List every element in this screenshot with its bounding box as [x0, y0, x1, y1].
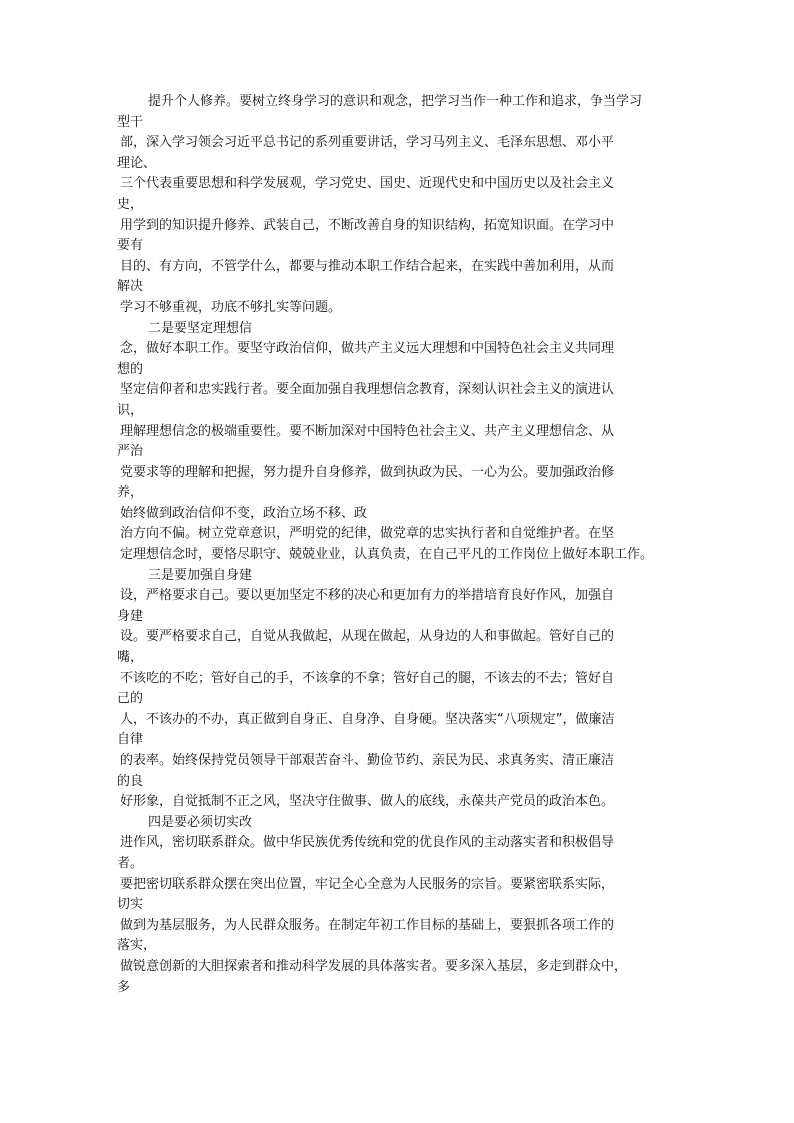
text-line: [117, 875, 690, 916]
line-text: 定理想信念时，要恪尽职守、兢兢业业，认真负责，在自己平凡的工作岗位上做好本职工作。: [120, 547, 654, 563]
text-line: [117, 710, 690, 751]
line-text: 设，严格要求自己。要以更加坚定不移的决心和更加有力的举措培育良好作风，加强自: [120, 588, 615, 604]
text-line: [120, 504, 690, 525]
line-text: 坚定信仰者和忠实践行者。要全面加强自我理想信念教育，深刻认识社会主义的演进认: [120, 382, 615, 398]
line-text: 二是要坚定理想信: [148, 320, 253, 336]
line-text: 四是要必须切实改: [148, 814, 253, 830]
line-text: 目的、有方向，不管学什么，都要与推动本职工作结合起来，在实践中善加利用，从而: [120, 258, 615, 274]
line-wrap-text: 型干: [117, 114, 144, 130]
line-wrap-text: 养，: [117, 485, 144, 501]
text-line: [117, 174, 690, 215]
line-wrap-text: 解决: [117, 279, 144, 295]
text-line: [120, 792, 690, 813]
line-text: 不该吃的不吃；管好自己的手，不该拿的不拿；管好自己的腿，不该去的不去；管好自: [120, 670, 615, 686]
text-line: [117, 463, 690, 504]
text-line: [117, 627, 690, 668]
text-line: [117, 669, 690, 710]
line-wrap-text: 己的: [117, 691, 144, 707]
line-wrap-text: 自律: [117, 732, 144, 748]
line-text: 提升个人修养。要树立终身学习的意识和观念，把学习当作一种工作和追求，争当学习: [148, 94, 643, 109]
line-wrap-text: 多: [117, 979, 131, 995]
line-wrap-text: 的良: [117, 773, 144, 789]
line-wrap-text: 切实: [117, 897, 144, 913]
line-text: 始终做到政治信仰不变，政治立场不移、政: [120, 505, 368, 521]
line-wrap-text: 要有: [117, 238, 144, 254]
line-text: 党要求等的理解和把握，努力提升自身修养，做到执政为民、一心为公。要加强政治修: [120, 464, 615, 480]
line-text: 进作风，密切联系群众。做中华民族优秀传统和党的优良作风的主动落实者和积极倡导: [120, 835, 615, 851]
line-wrap-text: 身建: [117, 608, 144, 624]
text-line: [148, 566, 718, 587]
line-wrap-text: 严治: [117, 444, 144, 460]
text-line: [117, 916, 690, 957]
text-line: [117, 751, 690, 792]
line-text: 做到为基层服务，为人民群众服务。在制定年初工作目标的基础上，要狠抓各项工作的: [120, 917, 615, 933]
line-text: 好形象，自觉抵制不正之风，坚决守住做事、做人的底线，永葆共产党员的政治本色。: [120, 794, 615, 810]
line-text: 设。要严格要求自己，自觉从我做起，从现在做起，从身边的人和事做起。管好自己的: [120, 629, 615, 645]
line-text: 用学到的知识提升修养、武装自己，不断改善自身的知识结构，拓宽知识面。在学习中: [120, 217, 615, 233]
line-text: 理解理想信念的极端重要性。要不断加深对中国特色社会主义、共产主义理想信念、从: [120, 423, 615, 439]
text-line: [117, 833, 690, 874]
line-wrap-text: 史，: [117, 196, 144, 212]
line-wrap-text: 者。: [117, 855, 144, 871]
text-line: [120, 524, 690, 545]
text-line: [148, 319, 718, 340]
line-text: 三个代表重要思想和科学发展观，学习党史、国史、近现代史和中国历史以及社会主义: [120, 176, 615, 192]
text-line: [117, 380, 690, 421]
text-line: [117, 586, 690, 627]
text-line: [117, 422, 690, 463]
line-text: 治方向不偏。树立党章意识，严明党的纪律，做党章的忠实执行者和自觉维护者。在坚: [120, 526, 615, 542]
line-text: 念，做好本职工作。要坚守政治信仰，做共产主义远大理想和中国特色社会主义共同理: [120, 341, 615, 357]
line-text: 做锐意创新的大胆探索者和推动科学发展的具体落实者。要多深入基层，多走到群众中，: [120, 958, 628, 974]
text-line: [120, 298, 690, 319]
text-line: [117, 133, 690, 174]
line-wrap-text: 识，: [117, 402, 144, 418]
line-text: 人，不该办的不办，真正做到自身正、自身净、自身硬。坚决落实“八项规定”，做廉洁: [120, 711, 615, 727]
text-line: [117, 216, 690, 257]
document-body: [117, 92, 690, 998]
line-wrap-text: 落实，: [117, 938, 157, 954]
line-wrap-text: 理论、: [117, 155, 157, 171]
text-line: [148, 813, 718, 834]
text-line: [117, 957, 690, 998]
text-line: [117, 92, 718, 133]
text-line: [117, 257, 690, 298]
line-text: 的表率。始终保持党员领导干部艰苦奋斗、勤俭节约、亲民为民、求真务实、清正廉洁: [120, 753, 615, 768]
line-wrap-text: 嘴，: [117, 650, 144, 666]
text-line: [120, 545, 690, 566]
line-wrap-text: 想的: [117, 361, 144, 377]
line-text: 学习不够重视，功底不够扎实等问题。: [120, 299, 342, 315]
text-line: [117, 339, 690, 380]
line-text: 部，深入学习领会习近平总书记的系列重要讲话，学习马列主义、毛泽东思想、邓小平: [120, 135, 615, 151]
line-text: 要把密切联系群众摆在突出位置，牢记全心全意为人民服务的宗旨。要紧密联系实际，: [120, 876, 615, 892]
line-text: 三是要加强自身建: [148, 567, 253, 583]
